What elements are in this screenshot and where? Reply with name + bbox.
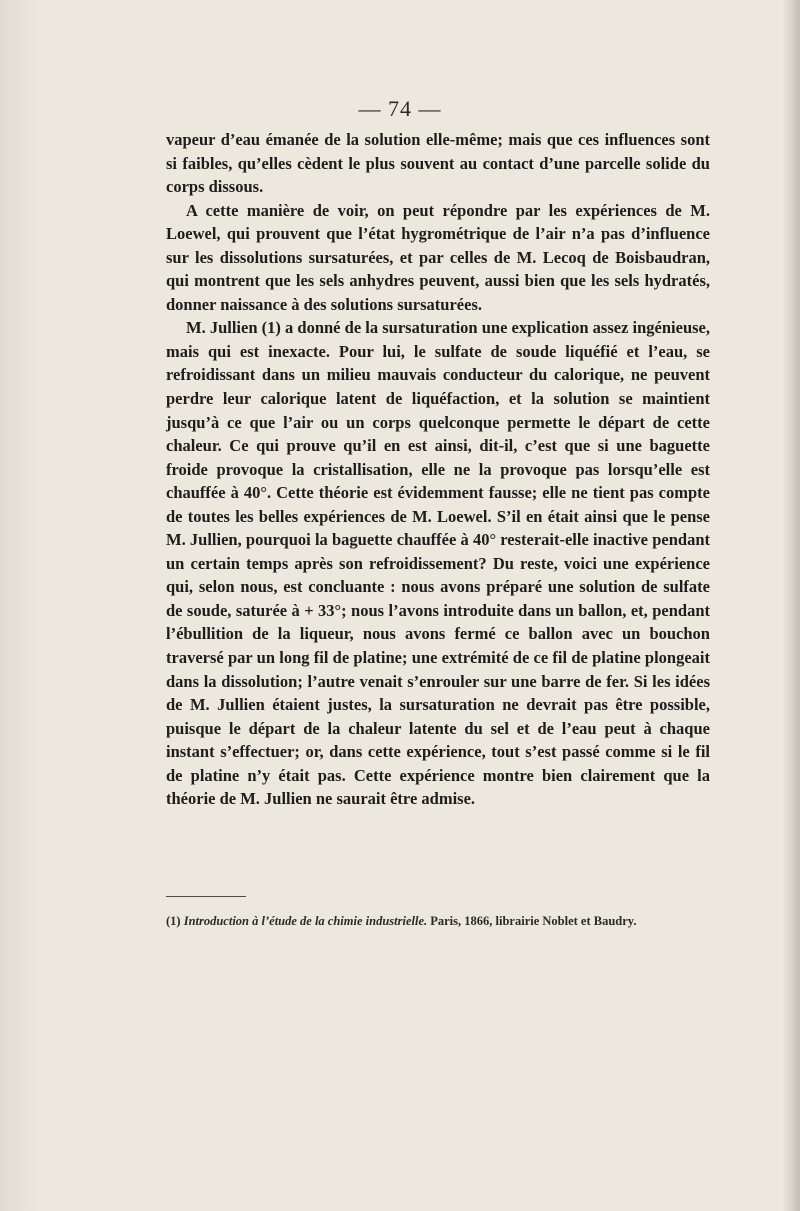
footnote-divider xyxy=(166,896,246,897)
footnote-title: Introduction à l’étude de la chimie industrielle. xyxy=(183,914,428,928)
footnote-publication: Paris, 1866, librairie Noblet et Baudry. xyxy=(430,914,637,928)
paragraph-loewel-lecoq: A cette manière de voir, on peut répondre par les expériences de M. Loewel, qui prouvent que l’état hygrométrique de l’air n’a pas d’influence sur les dissolutions sursaturées, et par celles de M. Lecoq de Boisbaudran, qui montrent que les sels anhydres peuvent, aussi bien que les sels hydratés, donner naissance à des solutions sursaturées. xyxy=(166,200,710,314)
body-text xyxy=(166,128,710,811)
paragraph-continuation: vapeur d’eau émanée de la solution elle-même; mais que ces influences sont si faibles, qu’elles cèdent le plus souvent au contact d’une parcelle solide du corps dissous. xyxy=(166,130,710,197)
page-number: — 74 — xyxy=(358,96,442,121)
footnote xyxy=(166,912,710,931)
paragraph-jullien: M. Jullien (1) a donné de la sursaturation une explication assez ingénieuse, mais qui est inexacte. Pour lui, le sulfate de soude liquéfié et l’eau, se refroidissant dans un milieu mauvais conducteur du calorique, ne peuvent perdre leur calorique latent de liquéfaction, et la solution se maintient jusqu’à ce que l’air ou un corps quelconque permette le départ de cette chaleur. Ce qui prouve qu’il en est ainsi, dit-il, c’est que si une baguette froide provoque la cristallisation, elle ne la provoque pas lorsqu’elle est chauffée à 40°. Cette théorie est évidemment fausse; elle ne tient pas compte de toutes les belles expériences de M. Loewel. S’il en était ainsi que le pense M. Jullien, pourquoi la baguette chauffée à 40° resterait-elle inactive pendant un certain temps après son refroidissement? Du reste, voici une expérience qui, selon nous, est concluante : nous avons préparé une solution de sulfate de soude, saturée à + 33°; nous l’avons introduite dans un ballon, et, pendant l’ébullition de la liqueur, nous avons fermé ce ballon avec un bouchon traversé par un long fil de platine; une extrémité de ce fil de platine plongeait dans la dissolution; l’autre venait s’enrouler sur une barre de fer. Si les idées de M. Jullien étaient justes, la sursaturation ne devrait pas être possible, puisque le départ de la chaleur latente du sel et de l’eau peut à chaque instant s’effectuer; or, dans cette expérience, tout s’est passé comme si le fil de platine n’y était pas. Cette expérience montre bien clairement que la théorie de M. Jullien ne saurait être admise. xyxy=(166,318,710,809)
footnote-marker: (1) xyxy=(166,914,181,928)
